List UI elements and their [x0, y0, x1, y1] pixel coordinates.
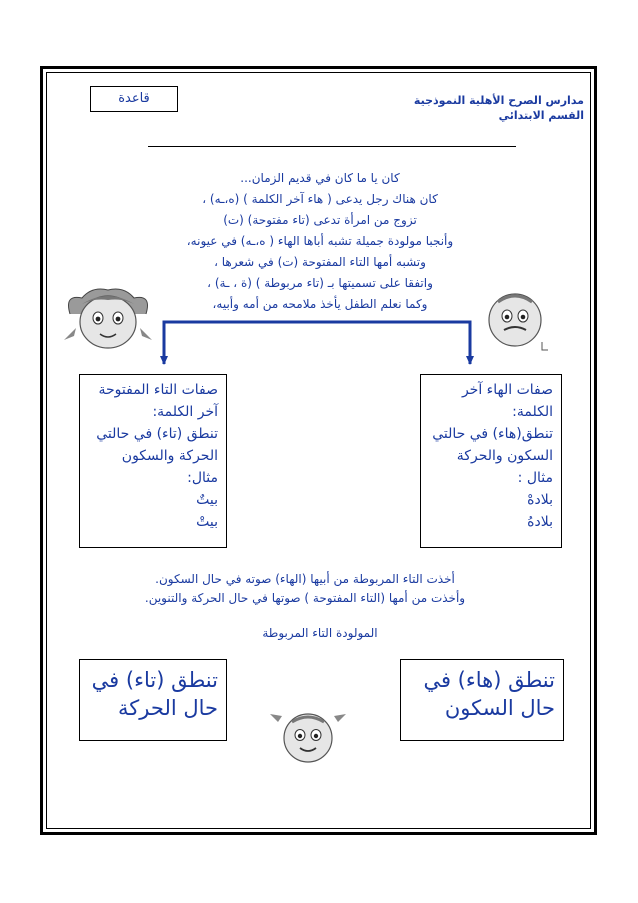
- card-line: تنطق (تاء) في حالتي: [96, 426, 218, 442]
- notes-block: [90, 570, 520, 608]
- card-line: بيتٌ: [196, 492, 218, 508]
- story-block: [120, 168, 520, 315]
- haa-properties-card: [420, 374, 562, 548]
- section-name: القسم الابتدائي: [498, 109, 584, 122]
- story-line: وأنجبا مولودة جميلة تشبه أباها الهاء ( ه،ـه) في عيونه،: [186, 234, 454, 248]
- arrow-down-icon: [466, 356, 474, 365]
- card-line: بيتْ: [196, 514, 218, 530]
- card-line: آخر الكلمة:: [152, 404, 218, 420]
- story-line: كان هناك رجل يدعى ( هاء آخر الكلمة ) (ه،ـه) ،: [202, 192, 438, 206]
- card-line: مثال :: [517, 470, 553, 486]
- story-line: وكما نعلم الطفل يأخذ ملامحه من أمه وأبيه،: [212, 297, 428, 311]
- girl-face-icon: [62, 284, 154, 356]
- school-header: [414, 93, 584, 123]
- card-line: مثال:: [187, 470, 218, 486]
- card-line: بلادهْ: [527, 492, 553, 508]
- card-line: الحركة والسكون: [121, 448, 218, 464]
- story-line: واتفقا على تسميتها بـ (تاء مربوطة ) (ة ، ـة) ،: [207, 276, 433, 290]
- born-title: المولودة التاء المربوطة: [262, 626, 378, 640]
- arrow-down-icon: [160, 356, 168, 365]
- card-text: تنطق (تاء) في حال الحركة: [91, 668, 218, 720]
- rule-label: قاعدة: [118, 91, 150, 106]
- rule-label-box: [90, 86, 178, 112]
- card-line: السكون والحركة: [456, 448, 553, 464]
- taa-pronunciation-card: [79, 659, 227, 741]
- note-line: وأخذت من أمها (التاء المفتوحة ) صوتها في حال الحركة والتنوين.: [144, 591, 466, 605]
- card-text: تنطق (هاء) في حال السكون: [423, 668, 555, 720]
- story-line: كان يا ما كان في قديم الزمان...: [240, 171, 400, 185]
- boy-face-icon: [480, 284, 550, 356]
- card-line: صفات التاء المفتوحة: [98, 382, 218, 398]
- story-line: وتشبه أمها التاء المفتوحة (ت) في شعرها ،: [214, 255, 426, 269]
- baby-face-icon: [268, 706, 348, 770]
- card-line: بلادهُ: [527, 514, 553, 530]
- note-line: أخذت التاء المربوطة من أبيها (الهاء) صوته في حال السكون.: [155, 572, 455, 586]
- story-line: تزوج من امرأة تدعى (تاء مفتوحة) (ت): [223, 213, 417, 227]
- header-divider: [148, 146, 516, 147]
- connector-arrows: [160, 318, 474, 366]
- school-name: مدارس الصرح الأهلية النموذجية: [413, 94, 584, 107]
- card-line: تنطق(هاء) في حالتي: [432, 426, 553, 442]
- taa-properties-card: [79, 374, 227, 548]
- card-line: الكلمة:: [512, 404, 553, 420]
- haa-pronunciation-card: [400, 659, 564, 741]
- card-line: صفات الهاء آخر: [461, 382, 553, 398]
